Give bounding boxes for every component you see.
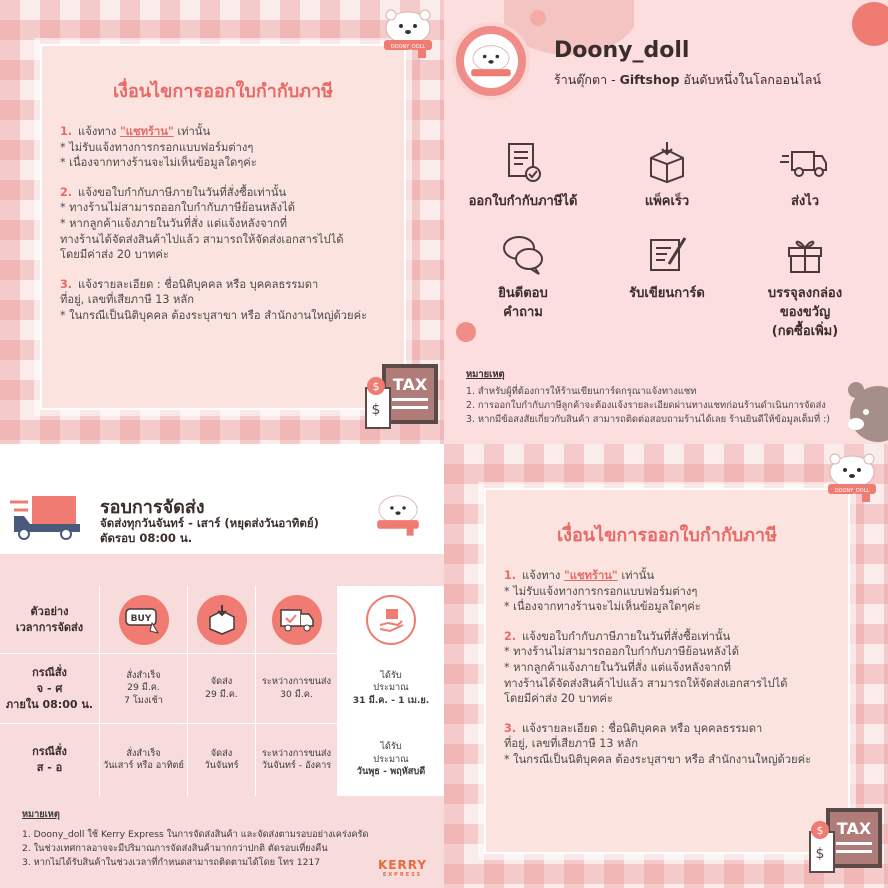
svg-text:$: $: [371, 402, 381, 418]
decor-dot-icon: [454, 320, 478, 344]
box-download-icon: [207, 605, 237, 635]
shipping-subtitle: จัดส่งทุกวันจันทร์ - เสาร์ (หยุดส่งวันอาทิตย์) ตัดรอบ 08:00 น.: [100, 516, 319, 545]
svg-text:DOONY_DOLL: DOONY_DOLL: [834, 488, 870, 494]
shipping-title: รอบการจัดส่ง: [100, 497, 205, 518]
gift-box-icon: [783, 232, 827, 276]
tax-item-1: 1. แจ้งทาง "แชทร้าน" เท่านั้น * ไม่รับแจ้งทางการกรอกแบบฟอร์มต่างๆ * เนื่องจากทางร้านจะไม่เห็นข้อมูลใดๆค่ะ: [60, 125, 257, 170]
tax-item-1: 1. แจ้งทาง "แชทร้าน" เท่านั้น * ไม่รับแจ้งทางการกรอกแบบฟอร์มต่างๆ * เนื่องจากทางร้านจะไม่เห็นข้อมูลใดๆค่ะ: [504, 569, 701, 614]
tax-panel-top: [0, 0, 444, 444]
tax-item-3: 3. แจ้งรายละเอียด : ชื่อนิติบุคคล หรือ บุคคลธรรมดา ที่อยู่, เลขที่เสียภาษี 13 หลัก * ในกรณีเป็นนิติบุคคล ต้องระบุสาขา หรือ สำนักงานใหญ่ด้วยค่ะ: [504, 721, 812, 766]
fast-truck-icon: [780, 140, 830, 184]
feature-write-card: รับเขียนการ์ด: [602, 232, 732, 303]
hand-package-icon: [376, 605, 406, 635]
tax-panel-bottom: [444, 444, 888, 888]
step-transit: [256, 586, 338, 653]
buy-hand-icon: [124, 605, 164, 635]
feature-answer-questions: ยินดีตอบ คำถาม: [458, 232, 588, 322]
brand-notes: หมายเหตุ 1. สำหรับผู้ที่ต้องการให้ร้านเขียนการ์ดกรุณาแจ้งทางแชท 2. การออกใบกำกับภาษีลูกค้าจะต้องแจ้งรายละเอียดผ่านทางแชทก่อนร้านดำเนินการจัดส่ง 3. หากมีข้อสงสัยเกี่ยวกับสินค้า สามารถติดต่อสอบถามร้านได้เลย ร้านยินดีให้ข้อมูลเต็มที่ :): [466, 369, 830, 425]
feature-fast-pack: แพ็คเร็ว: [602, 140, 732, 211]
step-pack: [188, 586, 256, 653]
bear-mascot-icon: [822, 452, 882, 502]
bear-mascot-icon: [372, 492, 424, 536]
tax-title: เงื่อนไขการออกใบกำกับภาษี: [557, 525, 777, 546]
shipping-notes: หมายเหตุ 1. Doony_doll ใช้ Kerry Express ในการจัดส่งสินค้า และจัดส่งตามรอบอย่างเคร่งครัด 2. ในช่วงเทศกาลอาจจะมีปริมาณการจัดส่งสินค้ามากกว่าปกติ ตัดรอบเที่ยงคืน 3. หากไม่ได้รับสินค้าในช่วงเวลาที่กำหนดสามารถติดตามได้โดย โทร 1217: [22, 809, 369, 868]
table-row: กรณีสั่ง จ - ศ ภายใน 08:00 น. สั่งสำเร็จ 29 มี.ค. 7 โมงเช้า จัดส่ง 29 มี.ค. ระหว่างการขนส่ง 30 มี.ค. ได้รับ ประมาณ 31 มี.ค. - 1 เม.ย.: [0, 654, 444, 724]
svg-text:$: $: [816, 824, 824, 837]
table-row: กรณีสั่ง ส - อ สั่งสำเร็จ วันเสาร์ หรือ อาทิตย์ จัดส่ง วันจันทร์ ระหว่างการขนส่ง วันจันทร์ - อังคาร ได้รับ ประมาณ วันพุธ - พฤหัสบดี: [0, 724, 444, 796]
svg-text:TAX: TAX: [836, 819, 872, 838]
step-order: [100, 586, 188, 653]
tax-conditions: [60, 124, 406, 338]
svg-text:DOONY_DOLL: DOONY_DOLL: [390, 44, 426, 50]
svg-text:$: $: [815, 846, 825, 862]
pen-card-icon: [645, 232, 689, 276]
tax-document-icon: [806, 804, 886, 876]
delivery-truck-icon: [10, 492, 86, 542]
feature-tax-invoice: ออกใบกำกับภาษีได้: [458, 140, 588, 211]
brand-name: Doony_doll: [554, 38, 690, 63]
decor-dot-icon: [528, 8, 548, 28]
peeking-bear-icon: [844, 380, 888, 444]
tax-card: [484, 488, 850, 854]
svg-text:BUY: BUY: [130, 613, 151, 624]
shipping-table: [0, 586, 444, 796]
table-row: [0, 586, 444, 654]
svg-text:$: $: [372, 380, 380, 393]
bear-logo-icon: [464, 34, 518, 88]
tax-conditions: [504, 568, 850, 782]
box-download-icon: [645, 140, 689, 184]
feature-gift-box: บรรจุลงกล่อง ของขวัญ (กดซื้อเพิ่ม): [740, 232, 870, 341]
chat-bubbles-icon: [501, 232, 545, 276]
tax-document-icon: [362, 360, 442, 432]
document-check-icon: [501, 140, 545, 184]
tax-item-3: 3. แจ้งรายละเอียด : ชื่อนิติบุคคล หรือ บุคคลธรรมดา ที่อยู่, เลขที่เสียภาษี 13 หลัก * ในกรณีเป็นนิติบุคคล ต้องระบุสาขา หรือ สำนักงานใหญ่ด้วยค่ะ: [60, 277, 368, 322]
brand-panel: [444, 0, 888, 444]
tax-item-2: 2. แจ้งขอใบกำกับภาษีภายในวันที่สั่งซื้อเท่านั้น * ทางร้านไม่สามารถออกใบกำกับภาษีย้อนหลังได้ * หากลูกค้าแจ้งภายในวันที่สั่ง แต่แจ้งหลังจากที่ ทางร้านได้จัดส่งสินค้าไปแล้ว สามารถให้จัดส่งเอกสารไปได้ โดยมีค่าส่ง 20 บาทค่ะ: [504, 629, 788, 706]
table-header-label: ตัวอย่าง เวลาการจัดส่ง: [0, 586, 100, 653]
brand-tagline: ร้านตุ๊กตา - Giftshop อันดับหนึ่งในโลกออนไลน์: [554, 72, 822, 87]
tax-card: [40, 44, 406, 410]
step-received: [338, 586, 444, 653]
brand-logo: [452, 22, 530, 100]
kerry-express-logo: KERRY EXPRESS: [378, 858, 428, 878]
feature-fast-delivery: ส่งไว: [740, 140, 870, 211]
bear-mascot-icon: [378, 8, 438, 58]
truck-check-icon: [279, 606, 315, 634]
tax-title: เงื่อนไขการออกใบกำกับภาษี: [113, 81, 333, 102]
tax-item-2: 2. แจ้งขอใบกำกับภาษีภายในวันที่สั่งซื้อเท่านั้น * ทางร้านไม่สามารถออกใบกำกับภาษีย้อนหลังได้ * หากลูกค้าแจ้งภายในวันที่สั่ง แต่แจ้งหลังจากที่ ทางร้านได้จัดส่งสินค้าไปแล้ว สามารถให้จัดส่งเอกสารไปได้ โดยมีค่าส่ง 20 บาทค่ะ: [60, 185, 344, 262]
decor-dot-icon: [844, 0, 888, 60]
svg-text:TAX: TAX: [392, 375, 428, 394]
shipping-panel: [0, 444, 444, 888]
